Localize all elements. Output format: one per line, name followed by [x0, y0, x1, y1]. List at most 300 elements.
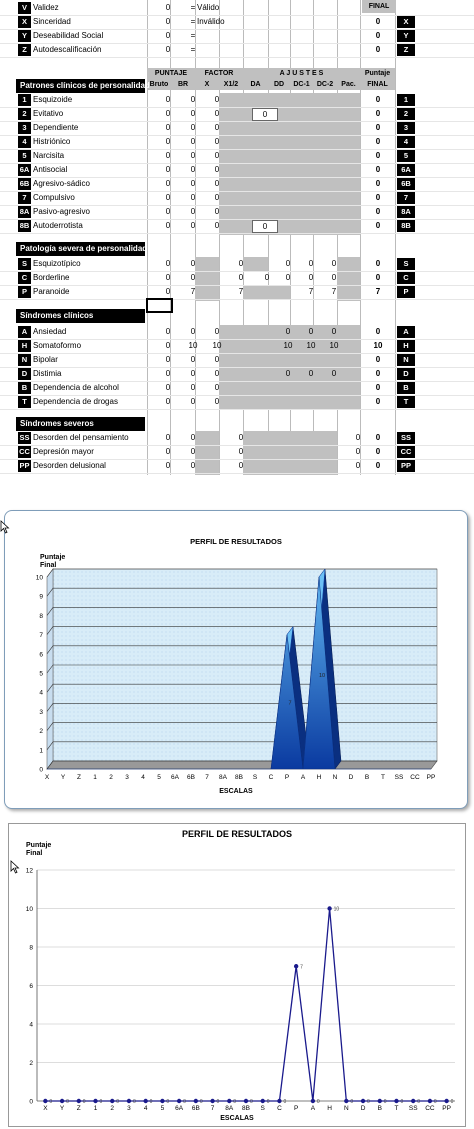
cell-dd[interactable]: 10 [283, 341, 293, 350]
final-score: 0 [375, 355, 381, 364]
x-tick-label: 8A [225, 1105, 234, 1112]
data-point [327, 906, 331, 910]
x-tick-label: D [348, 774, 354, 781]
x-tick-label: C [277, 1105, 282, 1112]
cell-bruto[interactable]: 0 [165, 287, 171, 296]
column-header-pac: Pac. [337, 79, 360, 90]
data-label: 0 [99, 1099, 103, 1105]
data-label: 0 [116, 1099, 120, 1105]
cell-x[interactable]: 0 [214, 221, 220, 230]
cell-x12[interactable]: 7 [238, 287, 244, 296]
chart-area-profile[interactable] [4, 510, 468, 809]
cell-br[interactable]: 0 [190, 207, 196, 216]
validity-row[interactable] [0, 43, 474, 58]
cell-dc2[interactable]: 0 [331, 369, 337, 378]
y-tick-label: 2 [39, 728, 43, 736]
data-label: 7 [300, 964, 303, 971]
final-score: 0 [375, 179, 381, 188]
final-score: 0 [375, 327, 381, 336]
data-label: 0 [250, 1099, 253, 1105]
scale-name: Pasivo-agresivo [33, 207, 90, 216]
x-tick-label: 5 [160, 1105, 165, 1112]
plot-floor [47, 761, 437, 769]
data-point [294, 964, 298, 968]
scale-code-right: S [397, 258, 415, 270]
scale-row[interactable] [0, 367, 474, 382]
cell-bruto[interactable]: 0 [165, 109, 171, 118]
cell-dd[interactable]: 0 [285, 327, 291, 336]
cell-x[interactable]: 0 [214, 151, 220, 160]
chart2-title: PERFIL DE RESULTADOS [181, 829, 292, 839]
x-tick-label: 1 [93, 774, 97, 781]
data-point [127, 1099, 131, 1103]
ylabel-part: Final [26, 850, 43, 857]
scale-name: Esquizoide [33, 95, 73, 104]
validity-row[interactable] [0, 15, 474, 30]
scale-row[interactable] [0, 107, 474, 122]
scale-row[interactable] [0, 271, 474, 286]
cell-bruto[interactable]: 0 [165, 165, 171, 174]
final-score: 0 [375, 221, 381, 230]
cell-bruto[interactable]: 0 [165, 193, 171, 202]
final-score: 0 [375, 165, 381, 174]
x-tick-label: 7 [210, 1105, 215, 1112]
scale-name: Histriónico [33, 137, 71, 146]
x-tick-label: 8B [235, 774, 243, 781]
scale-row[interactable] [0, 149, 474, 164]
column-header-da: DA [243, 79, 268, 90]
data-point [227, 1099, 231, 1103]
final-score: 0 [375, 259, 381, 268]
cell-dc2[interactable]: 0 [331, 259, 337, 268]
scale-name: Borderline [33, 273, 70, 282]
cell-bruto[interactable]: 0 [165, 341, 171, 350]
final-score: 0 [375, 137, 381, 146]
scale-row[interactable] [0, 205, 474, 220]
y-tick-label: 10 [25, 906, 33, 913]
x-tick-label: X [44, 774, 50, 781]
scale-name: Dependencia de drogas [33, 397, 118, 406]
column-header-puntaje: PUNTAJE [147, 68, 195, 79]
y-tick-label: 4 [29, 1021, 33, 1029]
x-tick-label: PP [442, 1105, 451, 1112]
validity-value[interactable]: 0 [165, 45, 171, 54]
section-sindromes: Síndromes clínicos [16, 309, 145, 323]
equals-sign: = [190, 45, 196, 54]
cell-x[interactable]: 0 [214, 109, 220, 118]
equals-sign: = [190, 3, 196, 12]
ylabel-part: Puntaje [40, 554, 66, 561]
x-tick-label: 7 [205, 774, 209, 781]
cell-da[interactable]: 0 [252, 108, 278, 121]
scale-code-right: SS [397, 432, 415, 444]
scale-row[interactable] [0, 325, 474, 340]
equals-sign: = [190, 17, 196, 26]
data-point [110, 1099, 114, 1103]
cell-bruto[interactable]: 0 [165, 447, 171, 456]
scale-name: Antisocial [33, 165, 68, 174]
data-label: 7 [288, 700, 292, 707]
final-score: 0 [375, 397, 381, 406]
scale-row[interactable] [0, 93, 474, 108]
x-tick-label: S [252, 774, 258, 781]
final-score: 0 [375, 369, 381, 378]
x-tick-label: 4 [141, 774, 145, 781]
x-tick-label: 6A [175, 1105, 184, 1112]
cell-bruto[interactable]: 0 [165, 327, 171, 336]
data-point [361, 1099, 365, 1103]
cell-bruto[interactable]: 0 [165, 461, 171, 470]
cell-x[interactable]: 0 [214, 369, 220, 378]
cell-x12[interactable]: 0 [238, 433, 244, 442]
scale-code: CC [19, 447, 30, 456]
validity-status: Válido [197, 3, 220, 12]
scale-row[interactable] [0, 381, 474, 396]
column-header-dc2: DC-2 [313, 79, 337, 90]
data-label: 0 [82, 1099, 86, 1105]
data-point [244, 1099, 248, 1103]
scale-code-right: PP [397, 460, 415, 472]
scale-code: 6B [19, 179, 30, 188]
validity-value[interactable]: 0 [165, 17, 171, 26]
y-tick-label: 3 [39, 708, 43, 716]
cell-dd[interactable]: 0 [285, 273, 291, 282]
cell-br[interactable]: 0 [190, 165, 196, 174]
data-point [60, 1099, 64, 1103]
scale-code-right: X [397, 16, 415, 28]
final-score: 0 [375, 207, 381, 216]
final-score: 0 [375, 123, 381, 132]
cell-dc1[interactable]: 10 [306, 341, 316, 350]
data-label: 10 [333, 906, 340, 913]
data-point [210, 1099, 214, 1103]
cell-br[interactable]: 0 [190, 193, 196, 202]
section-clinicos: Patrones clínicos de personalidad [16, 79, 145, 93]
final-score: 0 [375, 31, 381, 40]
scale-code: D [18, 368, 31, 380]
cell-dc2[interactable]: 0 [331, 327, 337, 336]
x-tick-label: 6B [187, 774, 195, 781]
cell-bruto[interactable]: 0 [165, 369, 171, 378]
cell-br[interactable]: 0 [190, 109, 196, 118]
column-header-ajustes: A J U S T E S [243, 68, 360, 79]
scale-name: Bipolar [33, 355, 58, 364]
final-score: 0 [375, 461, 381, 470]
scale-row[interactable] [0, 445, 474, 460]
data-label: 0 [66, 1099, 69, 1105]
scale-code: T [18, 396, 31, 408]
data-label: 0 [316, 1099, 320, 1105]
cell-bruto[interactable]: 0 [165, 259, 171, 268]
cell-dc2[interactable]: 0 [331, 273, 337, 282]
chart1-svg [5, 511, 467, 808]
scale-code-right: 7 [397, 192, 415, 204]
cell-x[interactable]: 10 [212, 341, 222, 350]
scale-code: SS [19, 433, 30, 442]
x-tick-label: 8A [219, 774, 227, 781]
y-tick-label: 12 [25, 867, 33, 875]
data-point [194, 1099, 198, 1103]
cell-x[interactable]: 0 [214, 137, 220, 146]
scale-code: S [18, 258, 31, 270]
cell-da[interactable]: 0 [264, 273, 270, 282]
cell-br[interactable]: 0 [190, 221, 196, 230]
scale-code: 1 [18, 94, 31, 106]
cell-dc1[interactable]: 0 [308, 259, 314, 268]
cell-bruto[interactable]: 0 [165, 433, 171, 442]
final-score: 0 [375, 433, 381, 442]
data-label: 0 [266, 1099, 270, 1105]
cell-x[interactable]: 0 [214, 207, 220, 216]
mouse-cursor-icon [10, 860, 20, 874]
scale-code-right: H [397, 340, 415, 352]
cell-pac[interactable]: 0 [355, 447, 361, 456]
cell-bruto[interactable]: 0 [165, 207, 171, 216]
y-tick-label: 8 [39, 612, 43, 620]
data-label: 0 [450, 1099, 454, 1105]
data-point [93, 1099, 97, 1103]
x-tick-label: 6A [171, 774, 179, 781]
data-point [411, 1099, 415, 1103]
chart-line-profile[interactable] [8, 823, 466, 1127]
scale-row[interactable] [0, 257, 474, 272]
validity-row[interactable] [0, 29, 474, 44]
cell-br[interactable]: 0 [190, 447, 196, 456]
x-tick-label: B [377, 1105, 382, 1112]
data-point [160, 1099, 164, 1103]
data-label: 0 [166, 1099, 170, 1105]
x-tick-label: Y [59, 1105, 65, 1112]
cell-x12[interactable]: 0 [238, 273, 244, 282]
section-severa: Patología severa de personalidad [16, 242, 145, 256]
final-score: 0 [375, 17, 381, 26]
scale-code: H [18, 340, 31, 352]
final-score: 0 [375, 383, 381, 392]
x-tick-label: 5 [157, 774, 161, 781]
x-tick-label: 2 [109, 774, 113, 781]
scale-row[interactable] [0, 459, 474, 474]
cell-x[interactable]: 0 [214, 327, 220, 336]
cell-bruto[interactable]: 0 [165, 95, 171, 104]
scale-code-right: 6A [397, 164, 415, 176]
scale-row[interactable] [0, 163, 474, 178]
cell-dc1[interactable]: 0 [308, 273, 314, 282]
cell-bruto[interactable]: 0 [165, 179, 171, 188]
cell-br[interactable]: 10 [188, 341, 198, 350]
scale-name: Autodescalificación [33, 45, 102, 54]
cell-br[interactable]: 0 [190, 259, 196, 268]
scale-row[interactable] [0, 395, 474, 410]
scale-code-right: 1 [397, 94, 415, 106]
cell-dc1[interactable]: 0 [308, 327, 314, 336]
data-point [277, 1099, 281, 1103]
cell-bruto[interactable]: 0 [165, 355, 171, 364]
data-point [143, 1099, 147, 1103]
scale-row[interactable] [0, 177, 474, 192]
x-tick-label: Z [76, 1105, 81, 1112]
x-tick-label: T [394, 1105, 399, 1112]
x-tick-label: CC [425, 1105, 435, 1112]
scale-name: Validez [33, 3, 59, 12]
column-header-x12: X1/2 [219, 79, 243, 90]
data-label: 0 [183, 1099, 186, 1105]
y-tick-label: 6 [39, 651, 43, 659]
cell-br[interactable]: 0 [190, 137, 196, 146]
x-tick-label: D [360, 1105, 366, 1112]
cell-dc2[interactable]: 7 [331, 287, 337, 296]
cell-pac[interactable]: 0 [355, 433, 361, 442]
cell-x[interactable]: 0 [214, 383, 220, 392]
cell-bruto[interactable]: 0 [165, 137, 171, 146]
x-tick-label: T [381, 774, 385, 781]
scale-code: 6A [19, 165, 30, 174]
validity-value[interactable]: 0 [165, 31, 171, 40]
validity-status: Inválido [197, 17, 225, 26]
validity-value[interactable]: 0 [165, 3, 171, 12]
x-tick-label: 2 [110, 1105, 115, 1112]
scale-row[interactable] [0, 135, 474, 150]
scale-row[interactable] [0, 121, 474, 136]
x-tick-label: 1 [93, 1105, 98, 1112]
scale-name: Esquizotípico [33, 259, 81, 268]
cell-br[interactable]: 0 [190, 397, 196, 406]
cell-da[interactable]: 0 [252, 220, 278, 233]
y-tick-label: 1 [39, 747, 43, 755]
y-tick-label: 7 [39, 632, 43, 640]
ylabel-part: Final [40, 562, 57, 569]
cell-dc1[interactable]: 7 [308, 287, 314, 296]
final-score: 0 [375, 45, 381, 54]
scale-name: Ansiedad [33, 327, 67, 336]
cell-bruto[interactable]: 0 [165, 123, 171, 132]
x-tick-label: H [327, 1105, 332, 1112]
data-label: 0 [400, 1099, 404, 1105]
cell-br[interactable]: 0 [190, 461, 196, 470]
cell-x[interactable]: 0 [214, 355, 220, 364]
x-tick-label: SS [394, 774, 404, 781]
y-tick-label: 6 [29, 983, 33, 990]
data-label: 0 [283, 1099, 287, 1105]
chart2-xlabel: ESCALAS [220, 1115, 254, 1122]
y-tick-label: 2 [29, 1060, 33, 1067]
cell-bruto[interactable]: 0 [165, 151, 171, 160]
cell-dd[interactable]: 0 [285, 259, 291, 268]
scale-code: 2 [18, 108, 31, 120]
cell-br[interactable]: 0 [190, 355, 196, 364]
final-score: 0 [375, 151, 381, 160]
cell-x[interactable]: 0 [214, 397, 220, 406]
cell-x12[interactable]: 0 [238, 447, 244, 456]
x-tick-label: P [284, 774, 290, 781]
x-tick-label: B [364, 774, 370, 781]
scale-name: Dependiente [33, 123, 79, 132]
cell-dc2[interactable]: 10 [329, 341, 339, 350]
cell-x[interactable]: 0 [214, 193, 220, 202]
cell-x[interactable]: 0 [214, 123, 220, 132]
cell-bruto[interactable]: 0 [165, 397, 171, 406]
scale-row[interactable] [0, 339, 474, 354]
x-tick-label: 3 [125, 774, 129, 781]
cell-br[interactable]: 0 [190, 433, 196, 442]
chart1-xlabel: ESCALAS [219, 788, 253, 795]
scale-code: B [18, 382, 31, 394]
scale-row[interactable] [0, 285, 474, 300]
cell-pac[interactable]: 0 [355, 461, 361, 470]
scale-code-right: P [397, 286, 415, 298]
cell-dd[interactable]: 0 [285, 369, 291, 378]
scale-code-right: 8B [397, 220, 415, 232]
cell-br[interactable]: 0 [190, 179, 196, 188]
cell-br[interactable]: 0 [190, 327, 196, 336]
cell-bruto[interactable]: 0 [165, 221, 171, 230]
data-point [378, 1099, 382, 1103]
cell-x[interactable]: 0 [214, 95, 220, 104]
cell-br[interactable]: 0 [190, 369, 196, 378]
validity-row[interactable] [0, 1, 474, 16]
scale-row[interactable] [0, 353, 474, 368]
scale-code: V [18, 2, 31, 14]
scale-code: N [18, 354, 31, 366]
scale-name: Agresivo-sádico [33, 179, 90, 188]
x-tick-label: H [316, 774, 322, 781]
scale-name: Compulsivo [33, 193, 75, 202]
cell-x[interactable]: 0 [214, 179, 220, 188]
data-label: 0 [350, 1099, 354, 1105]
cell-br[interactable]: 0 [190, 383, 196, 392]
cell-br[interactable]: 7 [190, 287, 196, 296]
scale-row[interactable] [0, 219, 474, 234]
data-label: 0 [149, 1099, 153, 1105]
cell-x12[interactable]: 0 [238, 259, 244, 268]
cell-br[interactable]: 0 [190, 151, 196, 160]
y-tick-label: 4 [39, 689, 43, 697]
x-tick-label: Z [77, 774, 81, 781]
x-tick-label: P [293, 1105, 299, 1112]
cell-br[interactable]: 0 [190, 123, 196, 132]
x-tick-label: CC [410, 774, 420, 781]
scale-name: Narcisita [33, 151, 65, 160]
selected-cell[interactable] [146, 298, 173, 313]
data-point [428, 1099, 432, 1103]
scale-name: Desorden delusional [33, 461, 106, 470]
y-tick-label: 5 [39, 670, 43, 678]
scale-code: A [18, 326, 31, 338]
cell-bruto[interactable]: 0 [165, 273, 171, 282]
cell-x12[interactable]: 0 [238, 461, 244, 470]
scale-name: Distimia [33, 369, 62, 378]
x-tick-label: 4 [143, 1105, 148, 1112]
cell-x[interactable]: 0 [214, 165, 220, 174]
scale-name: Evitativo [33, 109, 64, 118]
scale-code-right: 8A [397, 206, 415, 218]
data-point [77, 1099, 81, 1103]
x-tick-label: 3 [127, 1105, 131, 1112]
scale-name: Somatoformo [33, 341, 82, 350]
scale-code-right: Z [397, 44, 415, 56]
cell-br[interactable]: 0 [190, 273, 196, 282]
scale-code-right: N [397, 354, 415, 366]
data-label: 0 [49, 1099, 53, 1105]
cell-bruto[interactable]: 0 [165, 383, 171, 392]
data-point [444, 1099, 448, 1103]
chart1-title: PERFIL DE RESULTADOS [190, 537, 282, 546]
cell-br[interactable]: 0 [190, 95, 196, 104]
scale-row[interactable] [0, 191, 474, 206]
scale-row[interactable] [0, 431, 474, 446]
cell-dc1[interactable]: 0 [308, 369, 314, 378]
final-score: 0 [375, 447, 381, 456]
scale-code-right: 5 [397, 150, 415, 162]
